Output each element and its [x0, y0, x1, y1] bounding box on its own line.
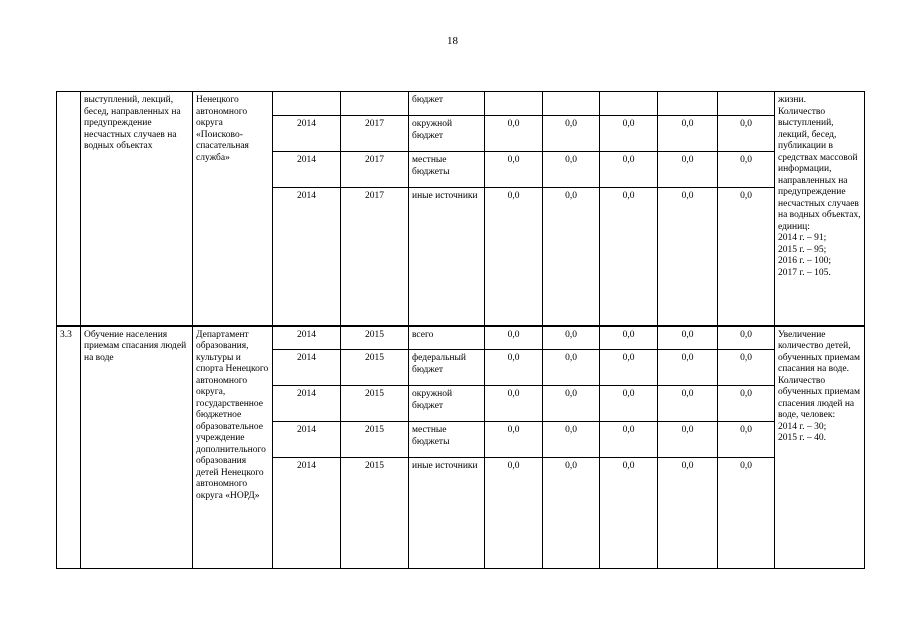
start-year: 2014	[273, 116, 341, 152]
funding-source: всего	[409, 326, 485, 350]
funding-source: иные источники	[409, 188, 485, 326]
value-cell	[600, 92, 658, 116]
value-cell: 0,0	[718, 116, 775, 152]
value-cell: 0,0	[658, 188, 718, 326]
value-cell	[718, 92, 775, 116]
value-cell: 0,0	[658, 326, 718, 350]
start-year: 2014	[273, 152, 341, 188]
value-cell: 0,0	[485, 116, 543, 152]
value-cell: 0,0	[600, 152, 658, 188]
start-year: 2014	[273, 458, 341, 569]
value-cell: 0,0	[485, 350, 543, 386]
value-cell: 0,0	[485, 152, 543, 188]
value-cell: 0,0	[600, 386, 658, 422]
result-line: Увеличение количество детей, обученных приемам спасания на воде.	[778, 329, 860, 374]
value-cell: 0,0	[485, 188, 543, 326]
value-cell	[543, 92, 600, 116]
result-line: 2016 г. – 100;	[778, 256, 831, 266]
end-year: 2017	[341, 188, 409, 326]
value-cell: 0,0	[543, 188, 600, 326]
value-cell: 0,0	[600, 422, 658, 458]
value-cell: 0,0	[658, 116, 718, 152]
table-row	[57, 326, 865, 350]
end-year: 2015	[341, 350, 409, 386]
funding-source: бюджет	[409, 92, 485, 116]
end-year: 2015	[341, 422, 409, 458]
value-cell: 0,0	[543, 152, 600, 188]
executor-cell: Департамент образования, культуры и спорта Ненецкого автономного округа, государственное бюджетное образовательное учреждение дополнительного образования детей Ненецкого автономного округа «НОРД»	[193, 326, 273, 569]
result-line: 2015 г. – 95;	[778, 244, 827, 255]
value-cell: 0,0	[658, 458, 718, 569]
end-year: 2017	[341, 152, 409, 188]
value-cell	[485, 92, 543, 116]
start-year	[273, 92, 341, 116]
result-line: 2017 г. – 105.	[778, 267, 831, 278]
activity-cell: выступлений, лекций, бесед, направленных на предупреждение несчастных случаев на водных объектах	[81, 92, 193, 326]
value-cell: 0,0	[600, 350, 658, 386]
end-year: 2015	[341, 386, 409, 422]
value-cell: 0,0	[543, 350, 600, 386]
funding-source: окружной бюджет	[409, 116, 485, 152]
result-line: 2015 г. – 40.	[778, 433, 826, 443]
executor-cell: Ненецкого автономного округа «Поисково-спасательная служба»	[193, 92, 273, 326]
value-cell: 0,0	[658, 386, 718, 422]
result-line: жизни.	[778, 95, 806, 105]
value-cell: 0,0	[543, 458, 600, 569]
result-line: Количество обученных приемам спасения людей на воде, человек:	[778, 375, 860, 420]
value-cell: 0,0	[600, 326, 658, 350]
end-year	[341, 92, 409, 116]
value-cell: 0,0	[600, 458, 658, 569]
value-cell: 0,0	[718, 326, 775, 350]
end-year: 2017	[341, 116, 409, 152]
start-year: 2014	[273, 386, 341, 422]
end-year: 2015	[341, 326, 409, 350]
program-table	[56, 91, 865, 569]
value-cell: 0,0	[658, 422, 718, 458]
value-cell	[658, 92, 718, 116]
end-year: 2015	[341, 458, 409, 569]
funding-source: федеральный бюджет	[409, 350, 485, 386]
start-year: 2014	[273, 422, 341, 458]
funding-source: окружной бюджет	[409, 386, 485, 422]
value-cell: 0,0	[718, 188, 775, 326]
table-row	[57, 92, 865, 116]
value-cell: 0,0	[718, 350, 775, 386]
value-cell: 0,0	[543, 422, 600, 458]
result-cell	[775, 326, 865, 569]
result-cell	[775, 92, 865, 326]
value-cell: 0,0	[543, 326, 600, 350]
result-line: 2014 г. – 91;	[778, 233, 827, 243]
value-cell: 0,0	[658, 152, 718, 188]
value-cell: 0,0	[485, 386, 543, 422]
start-year: 2014	[273, 188, 341, 326]
start-year: 2014	[273, 350, 341, 386]
result-line: 2014 г. – 30;	[778, 421, 827, 432]
value-cell: 0,0	[543, 116, 600, 152]
funding-source: местные бюджеты	[409, 422, 485, 458]
page-number: 18	[447, 35, 458, 47]
value-cell: 0,0	[718, 386, 775, 422]
value-cell: 0,0	[718, 458, 775, 569]
value-cell: 0,0	[600, 188, 658, 326]
value-cell: 0,0	[718, 422, 775, 458]
value-cell: 0,0	[485, 326, 543, 350]
funding-source: иные источники	[409, 458, 485, 569]
value-cell: 0,0	[485, 422, 543, 458]
activity-cell: Обучение населения приемам спасания людей на воде	[81, 326, 193, 569]
start-year: 2014	[273, 326, 341, 350]
result-line: Количество выступлений, лекций, бесед, публикации в средствах массовой информации, направленных на предупреждение несчастных случаев на водных объектах, единиц:	[778, 106, 861, 232]
value-cell: 0,0	[718, 152, 775, 188]
funding-source: местные бюджеты	[409, 152, 485, 188]
row-number: 3.3	[57, 326, 81, 569]
value-cell: 0,0	[658, 350, 718, 386]
row-number	[57, 92, 81, 326]
value-cell: 0,0	[600, 116, 658, 152]
value-cell: 0,0	[543, 386, 600, 422]
value-cell: 0,0	[485, 458, 543, 569]
